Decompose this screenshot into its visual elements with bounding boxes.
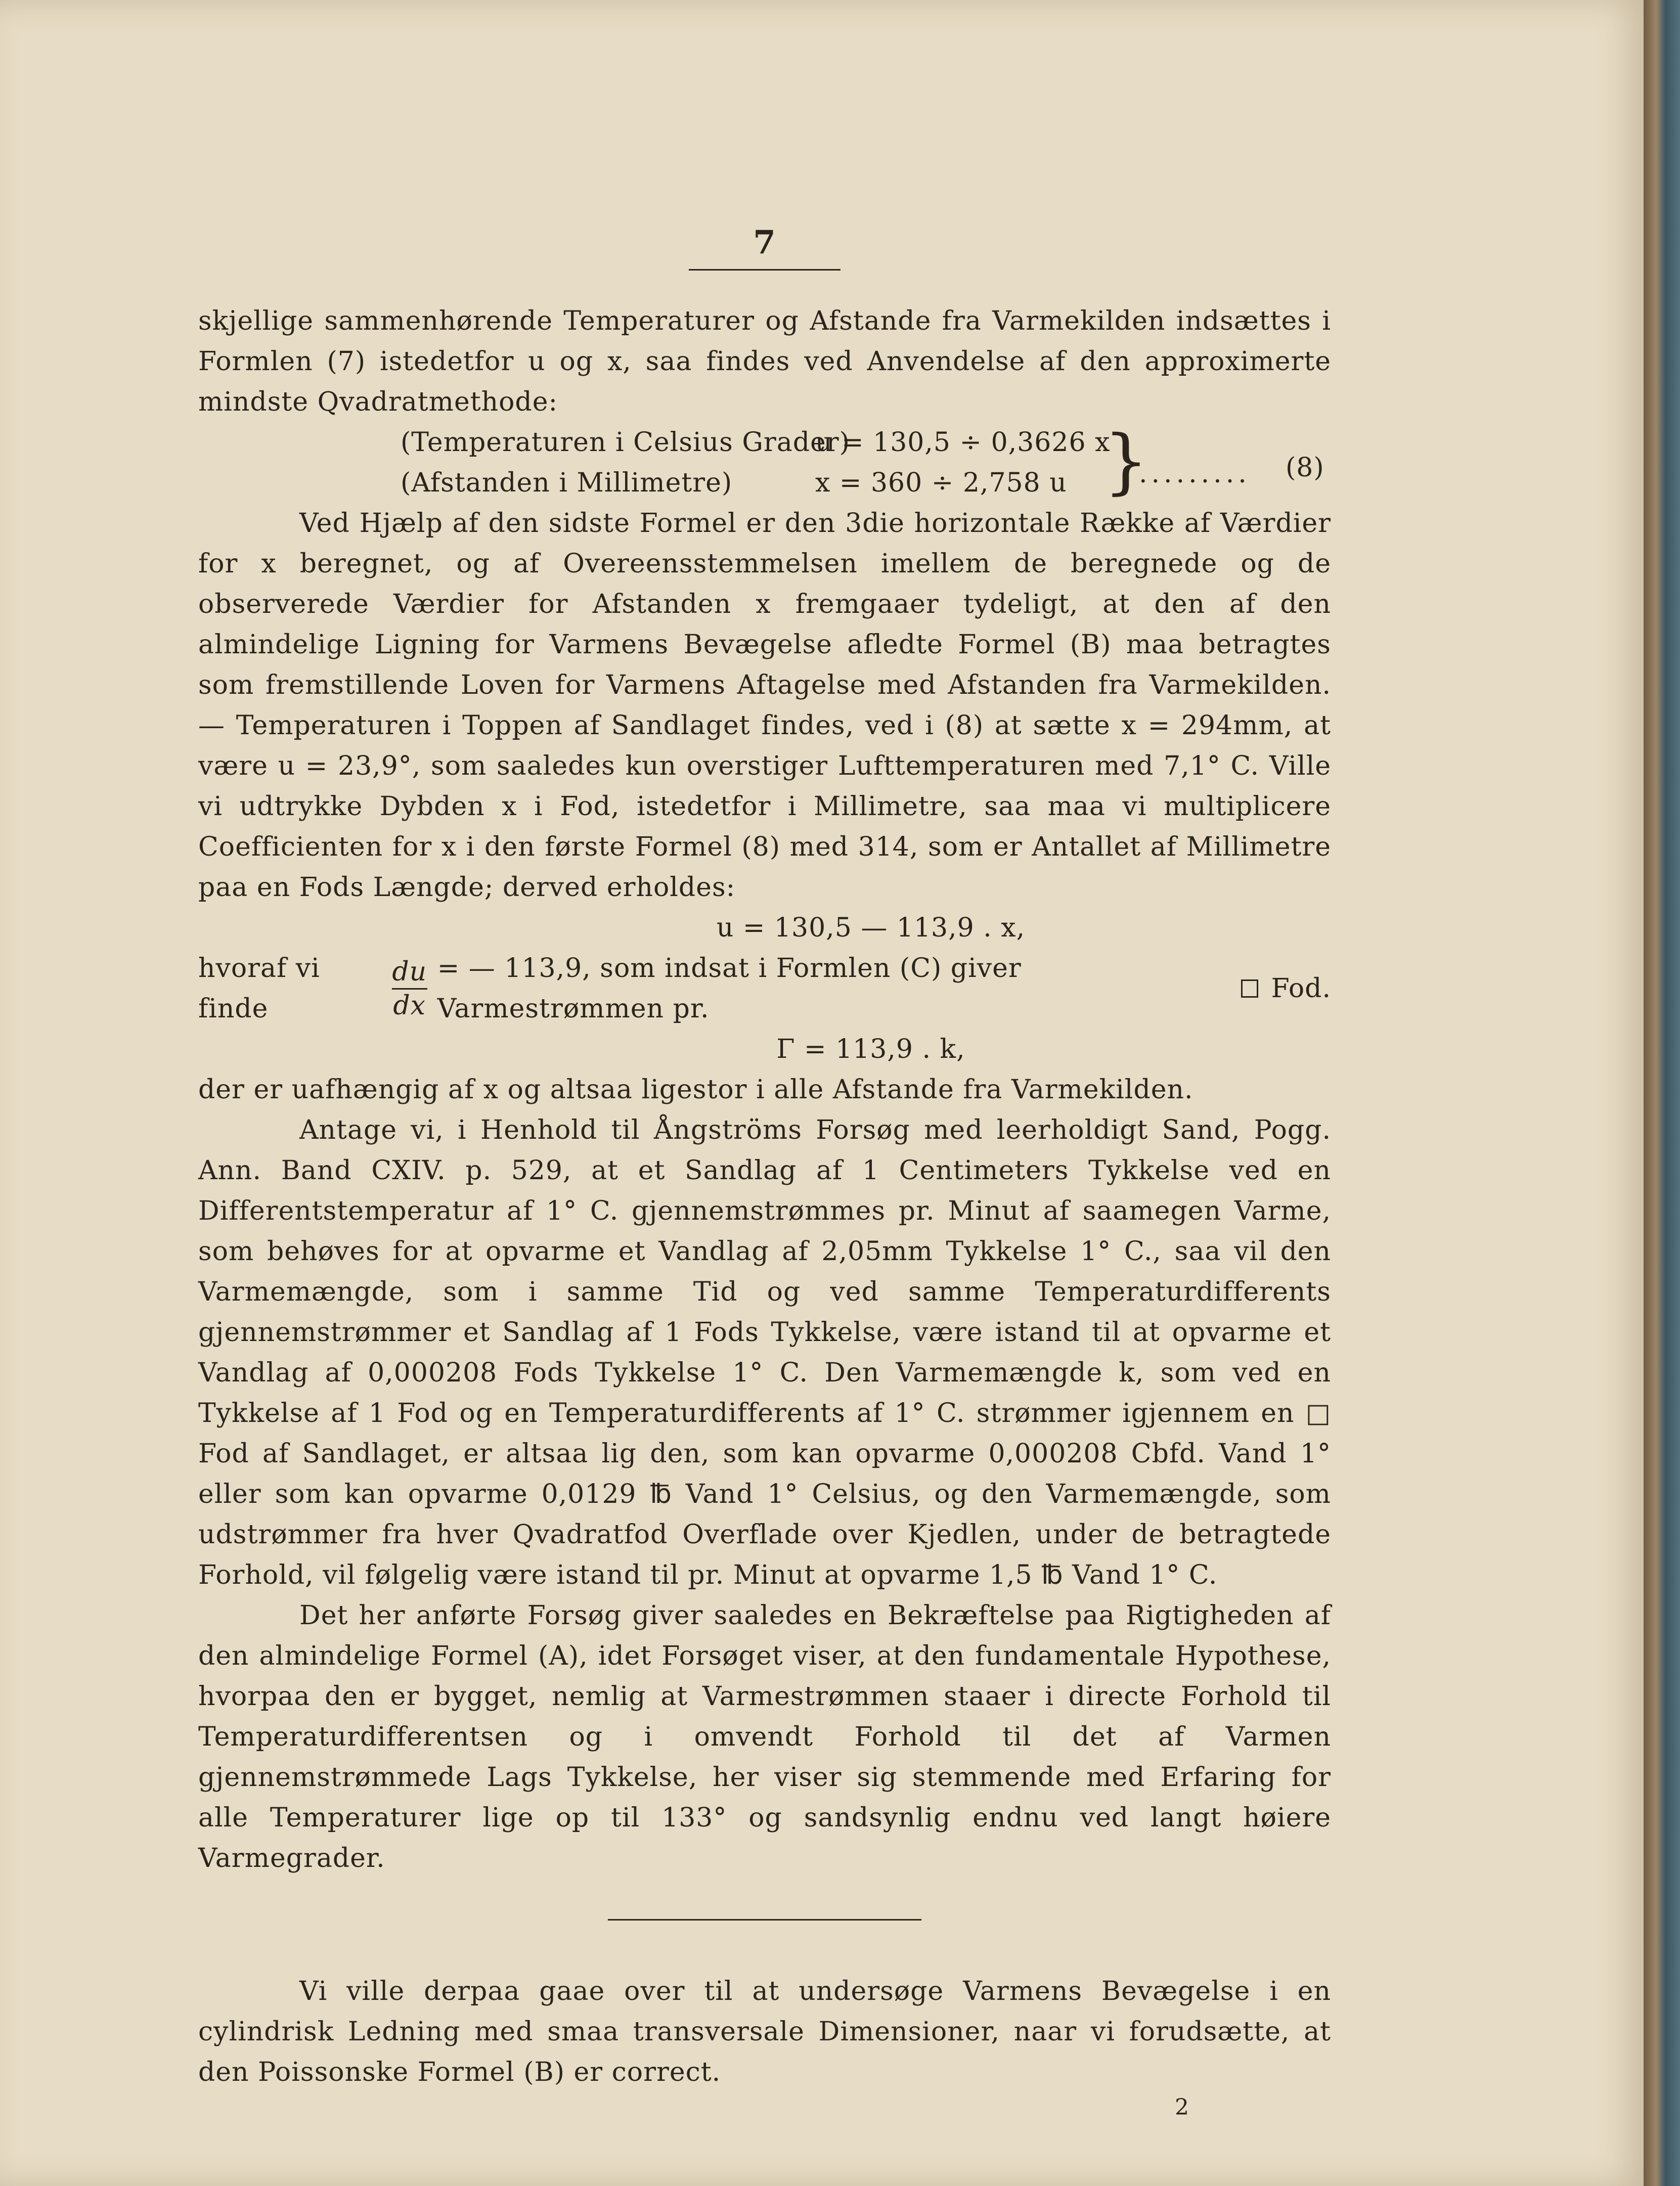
signature-mark: 2 bbox=[1175, 2094, 1189, 2120]
hvoraf-prefix: hvoraf vi finde bbox=[198, 953, 320, 1024]
equation-8-formula-2: x = 360 ÷ 2,758 u bbox=[815, 468, 1067, 498]
equation-8-label-2: (Afstanden i Millimetre) bbox=[401, 468, 733, 498]
paragraph-4: Antage vi, i Henhold til Ångströms Forsøg med leerholdigt Sand, Pogg. Ann. Band CXIV. p. 529, at et Sandlag af 1 Centimeters Tykkelse ved en Differentstemperatur af 1° C. gjennemstrømmes pr. Minut af saamegen Varme, som behøves for at opvarme et Vandlag af 2,05mm Tykkelse 1° C., saa vil den Varmemængde, som i samme Tid og ved samme Temperaturdifferents gjennemstrømmer et Sandlag af 1 Fods Tykkelse, være istand til at opvarme et Vandlag af 0,000208 Fods Tykkelse 1° C. Den Varmemængde k, som ved en Tykkelse af 1 Fod og en Temperaturdifferents af 1° C. strømmer igjennem en □ Fod af Sandlaget, er altsaa lig den, som kan opvarme 0,000208 Cbfd. Vand 1° eller som kan opvarme 0,0129 ℔ Vand 1° Celsius, og den Varmemængde, som udstrømmer fra hver Qvadratfod Overflade over Kjedlen, under de betragtede Forhold, vil følgelig være istand til pr. Minut at opvarme 1,5 ℔ Vand 1° C. bbox=[198, 1115, 1331, 1590]
paragraph-6: Vi ville derpaa gaae over til at undersøge Varmens Bevægelse i en cylindrisk Ledning med smaa transversale Dimensioner, naar vi forudsætte, at den Poissonske Formel (B) er correct. bbox=[198, 1976, 1331, 2087]
derivative-fraction bbox=[392, 956, 427, 1022]
equation-8 bbox=[198, 422, 1331, 503]
equation-gamma: Γ = 113,9 . k, bbox=[776, 1034, 965, 1064]
equation-8-line-1 bbox=[401, 422, 1110, 463]
paragraph-5: Det her anførte Forsøg giver saaledes en Bekræftelse paa Rigtigheden af den almindelige Formel (A), idet Forsøget viser, at den fundamentale Hypothese, hvorpaa den er bygget, nemlig at Varmestrømmen staaer i directe Forhold til Temperaturdifferentsen og i omvendt Forhold til det af Varmen gjennemstrømmede Lags Tykkelse, her viser sig stemmende med Erfaring for alle Temperaturer lige op til 133° og sandsynlig endnu ved langt høiere Varmegrader. bbox=[198, 1600, 1331, 1873]
square-icon bbox=[1241, 979, 1258, 998]
equation-8-brace: } bbox=[1103, 420, 1150, 503]
fraction-numerator: du bbox=[392, 956, 427, 987]
paragraph-1: skjellige sammenhørende Temperaturer og Afstande fra Varmekilden indsættes i Formlen (7) istedetfor u og x, saa findes ved Anvendelse af den approximerte mindste Qvadratmethode: bbox=[198, 306, 1331, 417]
hvoraf-line bbox=[198, 948, 1331, 1029]
equation-8-number: (8) bbox=[1286, 453, 1324, 483]
fraction-denominator: dx bbox=[393, 990, 426, 1021]
text-block bbox=[198, 222, 1331, 2123]
equation-8-formula-1: u = 130,5 ÷ 0,3626 x bbox=[815, 427, 1111, 458]
hvoraf-end: Fod. bbox=[1271, 973, 1331, 1004]
section-divider bbox=[608, 1919, 921, 1921]
equation-8-line-2 bbox=[401, 463, 1067, 503]
equation-8-dots: ......... bbox=[1139, 459, 1251, 489]
page-number-rule bbox=[689, 269, 841, 271]
book-spine bbox=[1644, 0, 1680, 2186]
page-number: 7 bbox=[753, 224, 776, 261]
equation-u: u = 130,5 — 113,9 . x, bbox=[716, 913, 1026, 943]
paragraph-3: der er uafhængig af x og altsaa ligestor i alle Afstande fra Varmekilden. bbox=[198, 1075, 1193, 1105]
hvoraf-rest: = — 113,9, som indsat i Formlen (C) giver Varmestrømmen pr. bbox=[437, 953, 1022, 1024]
paragraph-2: Ved Hjælp af den sidste Formel er den 3die horizontale Række af Værdier for x beregnet, og af Overeensstemmelsen imellem de beregnede og de observerede Værdier for Afstanden x fremgaaer tydeligt, at den af den almindelige Ligning for Varmens Bevægelse afledte Formel (B) maa betragtes som fremstillende Loven for Varmens Aftagelse med Afstanden fra Varmekilden. — Temperaturen i Toppen af Sandlaget findes, ved i (8) at sætte x = 294mm, at være u = 23,9°, som saaledes kun overstiger Lufttemperaturen med 7,1° C. Ville vi udtrykke Dybden x i Fod, istedetfor i Millimetre, saa maa vi multiplicere Coefficienten for x i den første Formel (8) med 314, som er Antallet af Millimetre paa en Fods Længde; derved erholdes: bbox=[198, 508, 1331, 903]
equation-8-label-1: (Temperaturen i Celsius Grader) bbox=[401, 427, 850, 458]
